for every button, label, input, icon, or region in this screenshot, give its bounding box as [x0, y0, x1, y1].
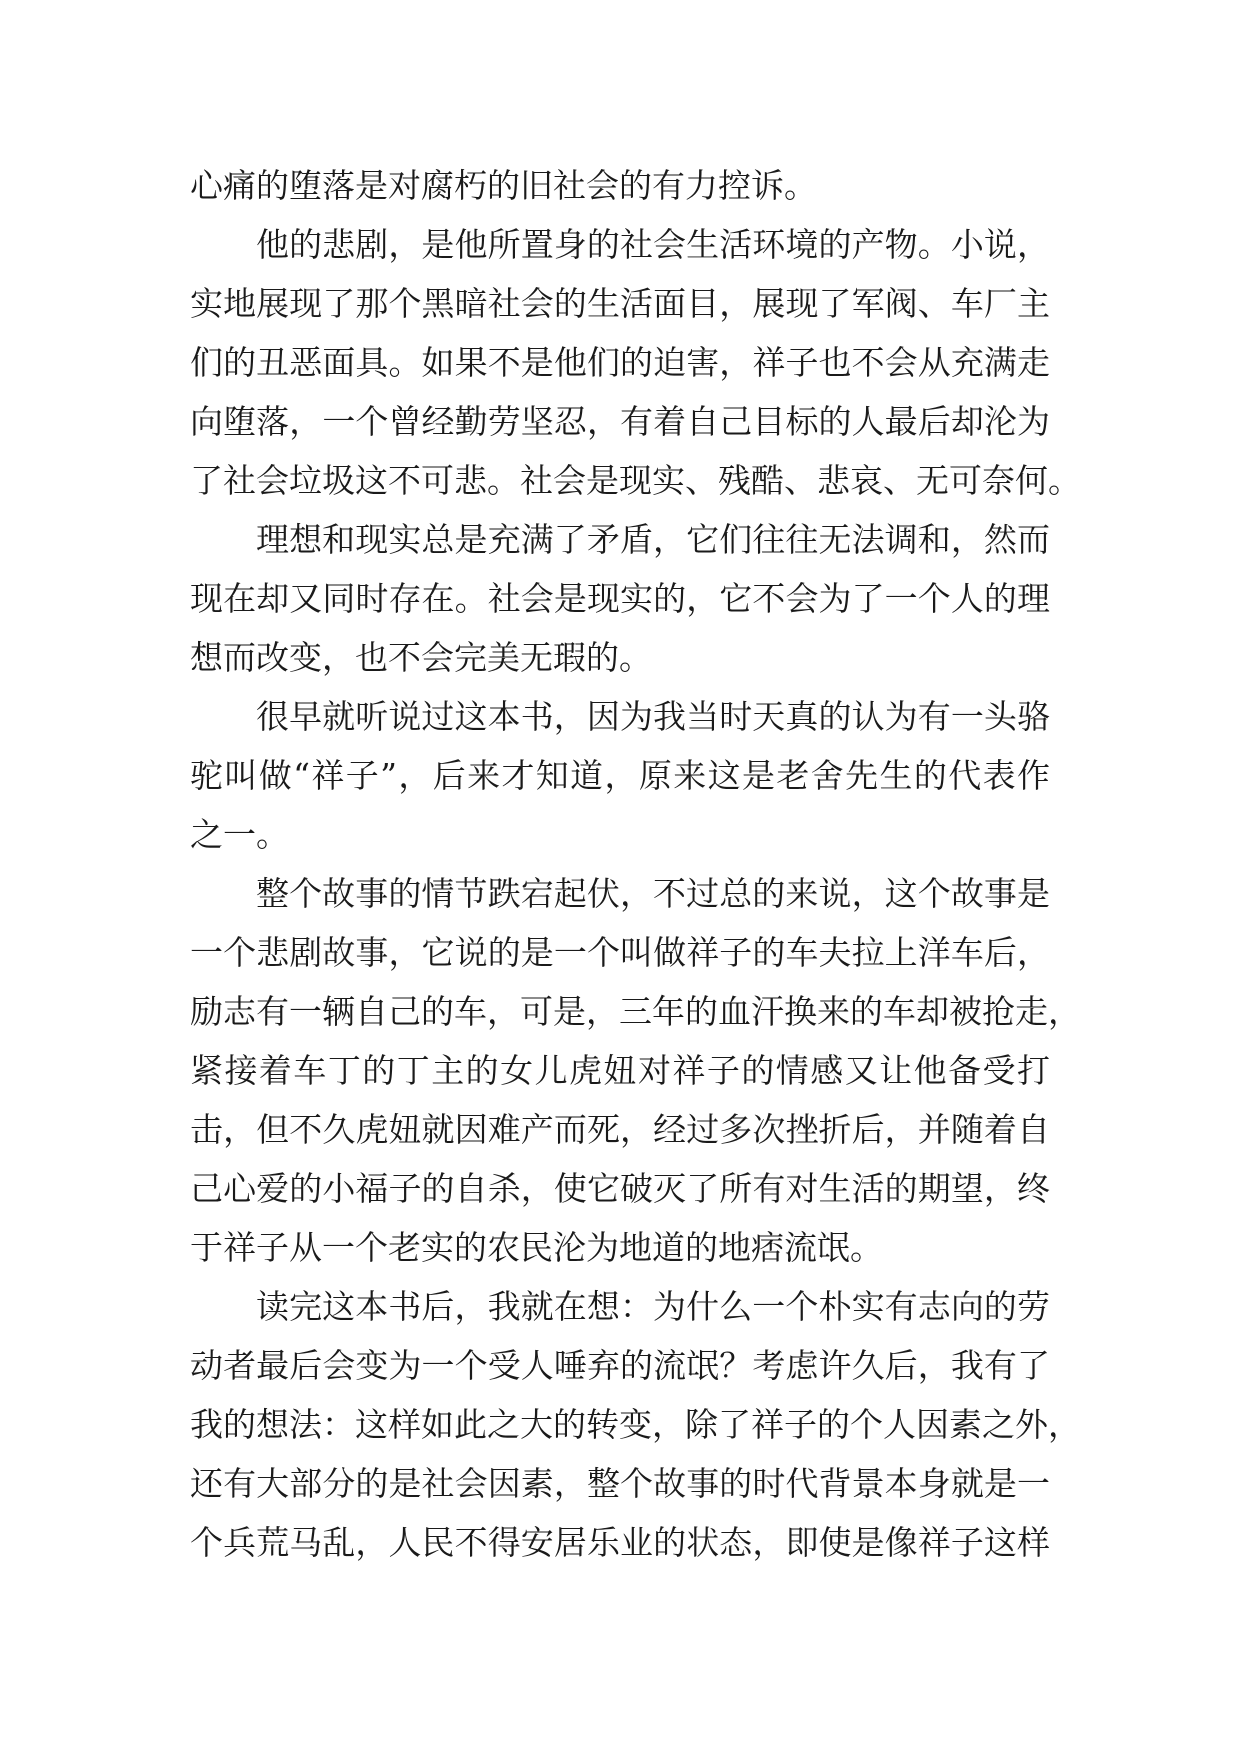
- text-line: 向堕落，一个曾经勤劳坚忍，有着自己目标的人最后却沦为: [190, 402, 1050, 441]
- text-line: 己心爱的小福子的自杀，使它破灭了所有对生活的期望，终: [190, 1169, 1050, 1208]
- text-line: 个兵荒马乱，人民不得安居乐业的状态，即使是像祥子这样: [190, 1523, 1050, 1562]
- text-line: 击，但不久虎妞就因难产而死，经过多次挫折后，并随着自: [190, 1110, 1050, 1149]
- text-line: 想而改变，也不会完美无瑕的。: [190, 638, 652, 677]
- text-line: 还有大部分的是社会因素，整个故事的时代背景本身就是一: [190, 1464, 1050, 1503]
- text-line: 很早就听说过这本书，因为我当时天真的认为有一头骆: [256, 697, 1050, 736]
- text-line: 实地展现了那个黑暗社会的生活面目，展现了军阀、车厂主: [190, 284, 1050, 323]
- text-line: 他的悲剧，是他所置身的社会生活环境的产物。小说，: [256, 225, 1050, 264]
- text-line: 理想和现实总是充满了矛盾，它们往往无法调和，然而: [256, 520, 1050, 559]
- text-line: 驼叫做“祥子”，后来才知道，原来这是老舍先生的代表作: [190, 756, 1050, 795]
- text-line: 励志有一辆自己的车，可是，三年的血汗换来的车却被抢走，: [190, 992, 1081, 1031]
- text-line: 之一。: [190, 815, 289, 854]
- text-line: 心痛的堕落是对腐朽的旧社会的有力控诉。: [190, 166, 817, 205]
- text-line: 了社会垃圾这不可悲。社会是现实、残酷、悲哀、无可奈何。: [190, 461, 1081, 500]
- text-line: 读完这本书后，我就在想：为什么一个朴实有志向的劳: [256, 1287, 1050, 1326]
- text-line: 一个悲剧故事，它说的是一个叫做祥子的车夫拉上洋车后，: [190, 933, 1050, 972]
- text-line: 于祥子从一个老实的农民沦为地道的地痞流氓。: [190, 1228, 883, 1267]
- text-line: 动者最后会变为一个受人唾弃的流氓？考虑许久后，我有了: [190, 1346, 1050, 1385]
- text-line: 现在却又同时存在。社会是现实的，它不会为了一个人的理: [190, 579, 1050, 618]
- text-line: 我的想法：这样如此之大的转变，除了祥子的个人因素之外，: [190, 1405, 1081, 1444]
- text-line: 们的丑恶面具。如果不是他们的迫害，祥子也不会从充满走: [190, 343, 1050, 382]
- text-line: 整个故事的情节跌宕起伏，不过总的来说，这个故事是: [256, 874, 1050, 913]
- text-line: 紧接着车丁的丁主的女儿虎妞对祥子的情感又让他备受打: [190, 1051, 1050, 1090]
- body-text: [190, 156, 1081, 1572]
